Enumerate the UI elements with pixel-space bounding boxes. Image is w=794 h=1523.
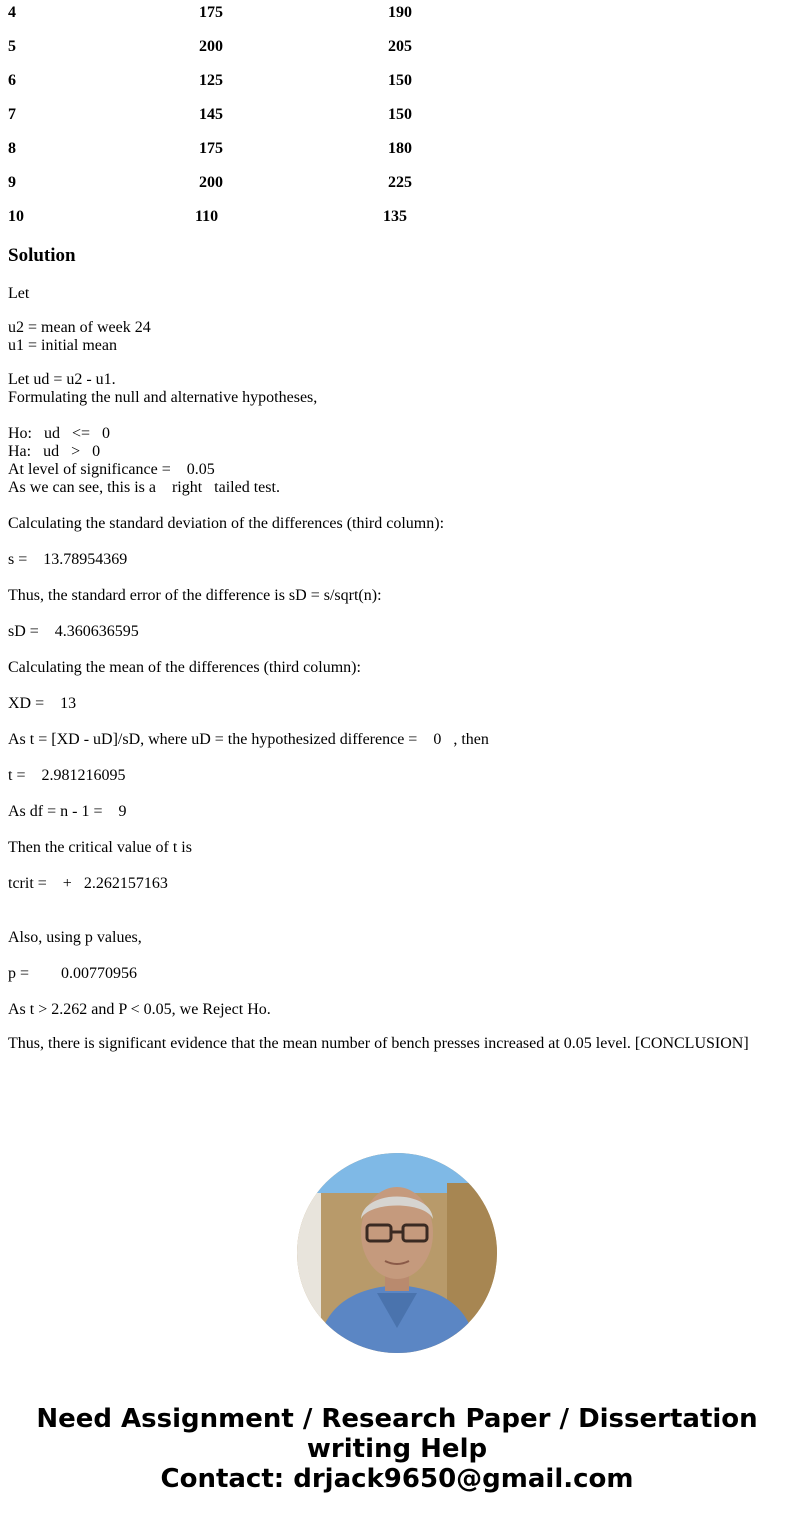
footer-banner: [0, 1404, 794, 1494]
table-row: [8, 140, 608, 174]
table-cell: 10: [8, 208, 24, 225]
standard-error-intro: Thus, the standard error of the difference is sD = s/sqrt(n):: [8, 587, 382, 604]
null-hypothesis: Ho: ud <= 0: [8, 425, 111, 442]
df-value: As df = n - 1 = 9: [8, 803, 127, 820]
u2-definition: u2 = mean of week 24: [8, 319, 151, 336]
data-table: [8, 4, 608, 242]
table-row: [8, 208, 608, 242]
author-avatar: [297, 1153, 497, 1353]
u1-definition: u1 = initial mean: [8, 337, 117, 354]
table-cell: 5: [8, 38, 16, 55]
table-cell: 145: [199, 106, 223, 123]
table-cell: 110: [195, 208, 219, 225]
tail-statement: As we can see, this is a right tailed test.: [8, 479, 280, 496]
table-cell: 190: [388, 4, 412, 21]
table-cell: 150: [388, 72, 412, 89]
formulating-text: Formulating the null and alternative hypotheses,: [8, 389, 318, 406]
table-cell: 175: [199, 140, 223, 157]
table-row: [8, 72, 608, 106]
table-cell: 200: [199, 38, 223, 55]
footer-line-1: Need Assignment / Research Paper / Dissertation: [36, 1404, 758, 1434]
table-cell: 180: [388, 140, 412, 157]
t-formula: As t = [XD - uD]/sD, where uD = the hypothesized difference = 0 , then: [8, 731, 489, 748]
s-value: s = 13.78954369: [8, 551, 128, 568]
table-row: [8, 174, 608, 208]
table-cell: 7: [8, 106, 16, 123]
xd-value: XD = 13: [8, 695, 77, 712]
table-cell: 125: [199, 72, 223, 89]
author-portrait: [297, 1153, 497, 1353]
let-text: Let: [8, 285, 30, 302]
sd-value: sD = 4.360636595: [8, 623, 139, 640]
p-value: p = 0.00770956: [8, 965, 138, 982]
footer-contact: Contact: drjack9650@gmail.com: [160, 1464, 634, 1494]
std-dev-intro: Calculating the standard deviation of the differences (third column):: [8, 515, 445, 532]
decision-text: As t > 2.262 and P < 0.05, we Reject Ho.: [8, 1001, 271, 1018]
tcrit-value: tcrit = + 2.262157163: [8, 875, 168, 892]
table-cell: 9: [8, 174, 16, 191]
table-cell: 150: [388, 106, 412, 123]
p-values-intro: Also, using p values,: [8, 929, 142, 946]
table-cell: 225: [388, 174, 412, 191]
table-cell: 135: [383, 208, 407, 225]
conclusion-text: Thus, there is significant evidence that the mean number of bench presses increased at 0.05 level. [CONCLUSION]: [8, 1035, 749, 1052]
table-row: [8, 106, 608, 140]
ud-definition: Let ud = u2 - u1.: [8, 371, 116, 388]
table-cell: 200: [199, 174, 223, 191]
alternative-hypothesis: Ha: ud > 0: [8, 443, 101, 460]
table-cell: 205: [388, 38, 412, 55]
significance-level: At level of significance = 0.05: [8, 461, 215, 478]
table-row: [8, 38, 608, 72]
table-cell: 4: [8, 4, 16, 21]
critical-value-intro: Then the critical value of t is: [8, 839, 192, 856]
footer-line-2: writing Help: [306, 1434, 488, 1464]
mean-intro: Calculating the mean of the differences (third column):: [8, 659, 361, 676]
solution-heading: Solution: [8, 245, 76, 266]
t-value: t = 2.981216095: [8, 767, 126, 784]
table-row: [8, 4, 608, 38]
table-cell: 175: [199, 4, 223, 21]
table-cell: 8: [8, 140, 16, 157]
table-cell: 6: [8, 72, 16, 89]
